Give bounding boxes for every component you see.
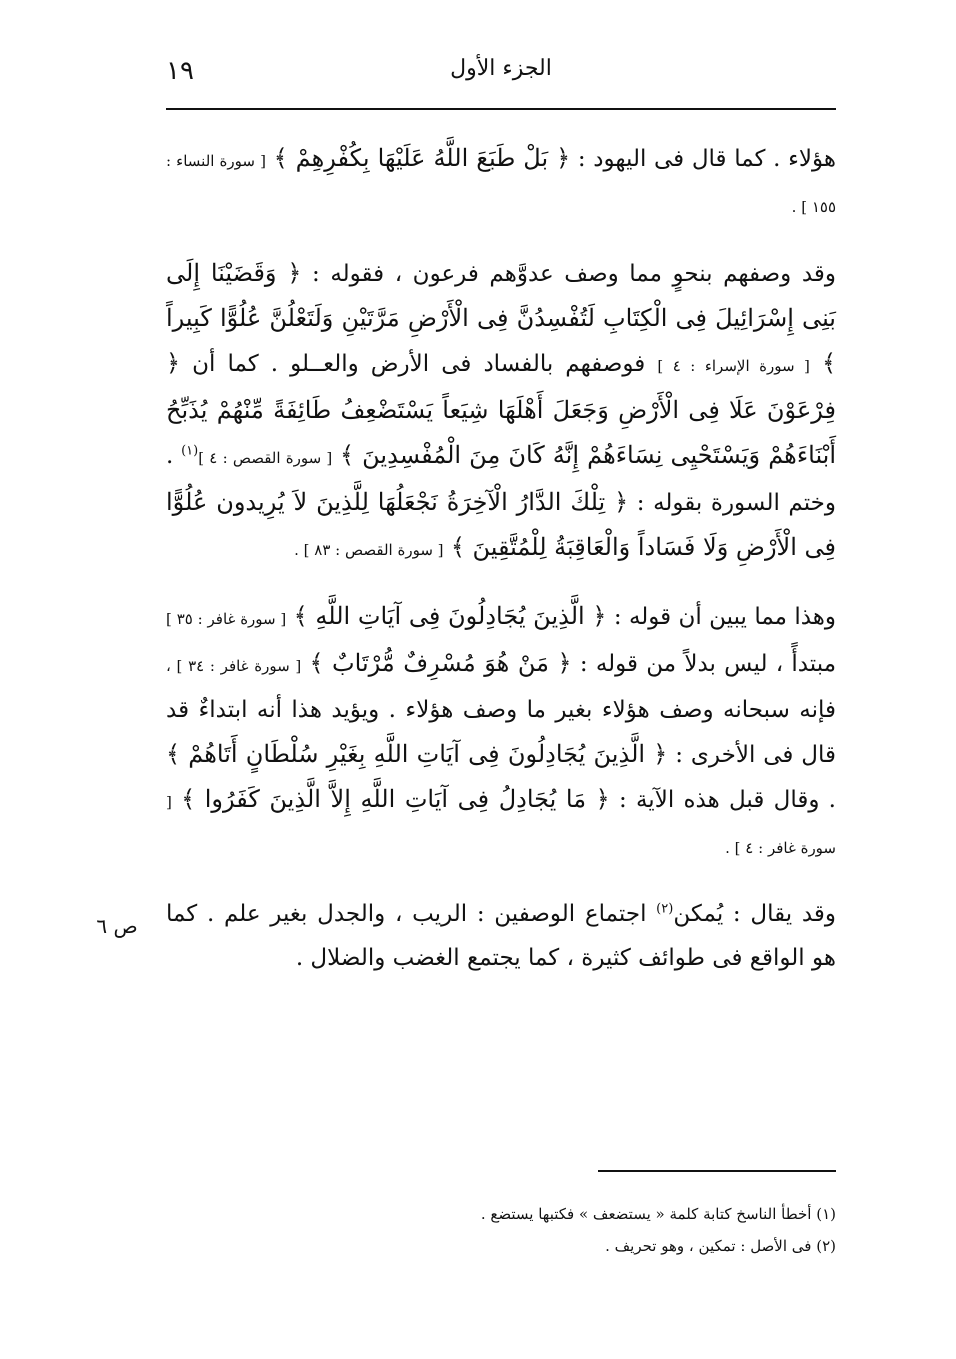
footnote-2: (٢) فى الأصل : تمكين ، وهو تحريف . (605, 1237, 836, 1255)
text-run: فوصفهم بالفساد فى الأرض والعــلو . كما أن (192, 351, 646, 377)
header-rule (166, 108, 836, 110)
paragraph-4 (166, 892, 836, 980)
main-text (166, 136, 836, 1002)
quran-verse: ﴿ وَقَضَيْنَا إِلَى بَنِى إِسْرَائِيلَ فِى الْكِتَابِ لَتُفْسِدُنَّ فِى الْأَرْضِ مَرَّتَيْنِ وَلَتَعْلُنَّ عُلُوًّا كَبِيراً ﴾ (166, 259, 837, 377)
footnotes (166, 1198, 836, 1262)
page-header (166, 52, 836, 92)
running-title: الجزء الأول (450, 56, 552, 81)
quran-verse: ﴿ الَّذِينَ يُجَادِلُونَ فِى آيَاتِ اللَّهِ بِغَيْرِ سُلْطَانٍ أَتَاهُمْ ﴾ (166, 740, 668, 768)
surah-reference: [ سورة القصص : ٨٣ ] . (294, 541, 444, 559)
text-run: وقد يقال : يُمكن (673, 901, 836, 927)
surah-reference: [ سورة القصص : ٤ ] (198, 449, 333, 467)
surah-reference: [ سورة غافر : ٤ ] . (166, 793, 836, 857)
footnote-rule (598, 1170, 836, 1172)
text-run: مبتدأً ، ليس بدلاً من قوله : (579, 651, 837, 677)
surah-reference: [ سورة غافر : ٣٥ ] (166, 610, 287, 628)
text-run: وقد وصفهم بنحوٍ مما وصف عدوَّهم فرعون ، فقوله : (312, 261, 836, 287)
quran-verse: ﴿ مَا يُجَادِلُ فِى آيَاتِ اللَّهِ إِلاَّ الَّذِينَ كَفَرُوا ﴾ (181, 785, 610, 813)
text-run: . وختم السورة بقوله : (166, 443, 836, 516)
paragraph-3 (166, 594, 836, 870)
footnote-marker: (٢) (656, 901, 674, 917)
quran-verse: ﴿ تِلْكَ الدَّارُ الْآخِرَةُ نَجْعَلُهَا لِلَّذِينَ لاَ يُرِيدون عُلُوًّا فِى الْأَرْضِ وَلَا فَسَاداً وَالْعَاقِبَةُ لِلْمُتَّقِينَ ﴾ (166, 488, 836, 561)
page-number: ١٩ (166, 56, 194, 86)
quran-verse: ﴿ الَّذِينَ يُجَادِلُونَ فِى آيَاتِ اللَّهِ ﴾ (293, 602, 607, 630)
margin-note: ص ٦ (96, 914, 138, 938)
quran-verse: ﴿ فِرْعَوْنَ عَلَا فِى الْأَرْضِ وَجَعَلَ أَهْلَهَا شِيَعاً يَسْتَضْعِفُ طَائِفَةً مِّنْهُمْ يُذَبِّحُ أَبْنَاءَهُمْ وَيَسْتَحْيِى نِسَاءَهُمْ إِنَّهُ كَانَ مِنَ الْمُفْسِدِينَ ﴾ (166, 349, 837, 469)
surah-reference: [ سورة الإسراء : ٤ ] (657, 357, 810, 375)
quran-verse: ﴿ بَلْ طَبَعَ اللَّهُ عَلَيْهَا بِكُفْرِهِمْ ﴾ (273, 144, 571, 172)
paragraph-1 (166, 136, 836, 229)
footnote-1: (١) أخطأ الناسخ كتابة كلمة « يستضعف » فكتبها يستضع . (480, 1205, 836, 1223)
quran-verse: ﴿ مَنْ هُوَ مُسْرِفٌ مُّرْتَابٌ ﴾ (309, 649, 572, 677)
surah-reference: [ سورة النساء : ١٥٥ ] . (166, 152, 836, 216)
text-run: وهذا مما يبين أن قوله : (613, 604, 837, 630)
paragraph-2 (166, 251, 836, 572)
text-run: اجتماع الوصفين : الريب ، والجدل بغير علم . كما هو الواقع فى طوائف كثيرة ، كما يجتمع الغضب والضلال . (166, 901, 836, 971)
footnote-marker: (١) (181, 443, 199, 459)
text-run: . وقال قبل هذه الآية : (618, 787, 836, 813)
text-run: فإنه سبحانه وصف هؤلاء بغير ما وصف هؤلاء . ويؤيد هذا أنه ابتداءٌ قد قال فى الأخرى : (166, 697, 837, 768)
surah-reference: [ سورة غافر : ٣٤ ] ، (166, 657, 302, 675)
text-run: هؤلاء . كما قال فى اليهود : (577, 146, 837, 172)
